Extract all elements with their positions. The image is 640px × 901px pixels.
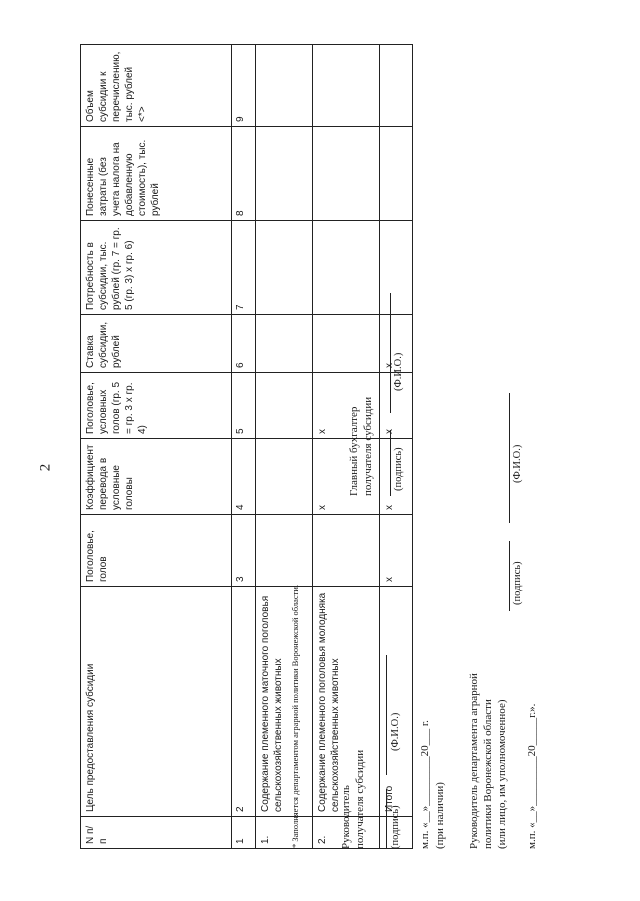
column-number: 6 [232, 315, 256, 373]
footnote: * Заполняется департаментом аграрной политики Воронежской области. [290, 584, 300, 848]
table-cell [313, 127, 380, 221]
fio-label: (Ф.И.О.) [512, 444, 523, 483]
column-number-row [232, 45, 256, 849]
stamp-date-line: м.п. «__»_________20___ г. [419, 720, 431, 849]
table-cell [256, 373, 313, 439]
signature-label: (подпись) [393, 447, 404, 491]
column-number: 7 [232, 221, 256, 315]
column-number: 8 [232, 127, 256, 221]
header-cell: Поголовье, голов [81, 515, 232, 587]
table-cell: x [380, 439, 413, 515]
column-number: 3 [232, 515, 256, 587]
header-cell: N п/п [81, 817, 232, 849]
table-cell [313, 45, 380, 127]
recipient-head-title: Руководитель [340, 785, 352, 849]
column-number: 4 [232, 439, 256, 515]
fio-line [390, 293, 391, 413]
header-cell: Поголовье, условных голов (гр. 5 = гр. 3 x гр. 4) [81, 373, 232, 439]
table-cell: Содержание племенного маточного поголовья сельскохозяйственных животных [256, 587, 313, 817]
header-cell: Понесенные затраты (без учета налога на добавленную стоимость), тыс. рублей [81, 127, 232, 221]
fio-line [509, 393, 510, 523]
table-cell: Содержание племенного поголовья молодняка сельскохозяйственных животных [313, 587, 380, 817]
column-number: 1 [232, 817, 256, 849]
page-number: 2 [37, 463, 54, 472]
table-cell [256, 45, 313, 127]
dept-head-note: (или лицо, им уполномоченное) [496, 699, 508, 849]
table-row [256, 45, 313, 849]
table-cell [380, 127, 413, 221]
column-number: 2 [232, 587, 256, 817]
stamp-note: (при наличии) [434, 782, 446, 849]
table-cell [313, 315, 380, 373]
chief-accountant-title: Главный бухгалтер [348, 406, 360, 496]
table-cell: x [380, 515, 413, 587]
table-cell [313, 515, 380, 587]
chief-accountant-subtitle: получателя субсидии [362, 396, 374, 496]
signature-line [386, 789, 387, 849]
table-cell [313, 221, 380, 315]
table-header-row [81, 45, 232, 849]
signature-line [390, 430, 391, 496]
table-cell: 2. [313, 817, 380, 849]
table-cell: x [313, 439, 380, 515]
header-cell: Цель предоставления субсидии [81, 587, 232, 817]
fio-label: (Ф.И.О.) [393, 352, 404, 391]
table-cell [256, 127, 313, 221]
table-cell: Итого [380, 587, 413, 817]
fio-label: (Ф.И.О.) [390, 712, 401, 751]
table-cell [256, 515, 313, 587]
dept-head-subtitle: политики Воронежской области [482, 699, 494, 849]
table-cell [380, 45, 413, 127]
table-cell: x [380, 373, 413, 439]
header-cell: Коэффициент перевода в условные головы [81, 439, 232, 515]
recipient-head-subtitle: получателя субсидии [354, 749, 366, 849]
signature-line [509, 541, 510, 611]
header-cell: Ставка субсидии, рублей [81, 315, 232, 373]
signature-label: (подпись) [512, 561, 523, 605]
dept-head-title: Руководитель департамента аграрной [468, 673, 480, 849]
table-cell [380, 221, 413, 315]
signature-label: (подпись) [390, 805, 401, 849]
table-cell [256, 315, 313, 373]
table-cell: x [380, 315, 413, 373]
table-cell [256, 439, 313, 515]
column-number: 5 [232, 373, 256, 439]
header-cell: Потребность в субсидии, тыс. рублей (гр. 7 = гр. 5 (гр. 3) x гр. 6) [81, 221, 232, 315]
table-cell: x [313, 373, 380, 439]
header-cell: Объем субсидии к перечислению, тыс. рублей <*> [81, 45, 232, 127]
fio-line [386, 655, 387, 775]
table-cell: 1. [256, 817, 313, 849]
column-number: 9 [232, 45, 256, 127]
stamp-date-line: м.п. «__»_________20_____г.». [526, 703, 538, 849]
table-cell [256, 221, 313, 315]
